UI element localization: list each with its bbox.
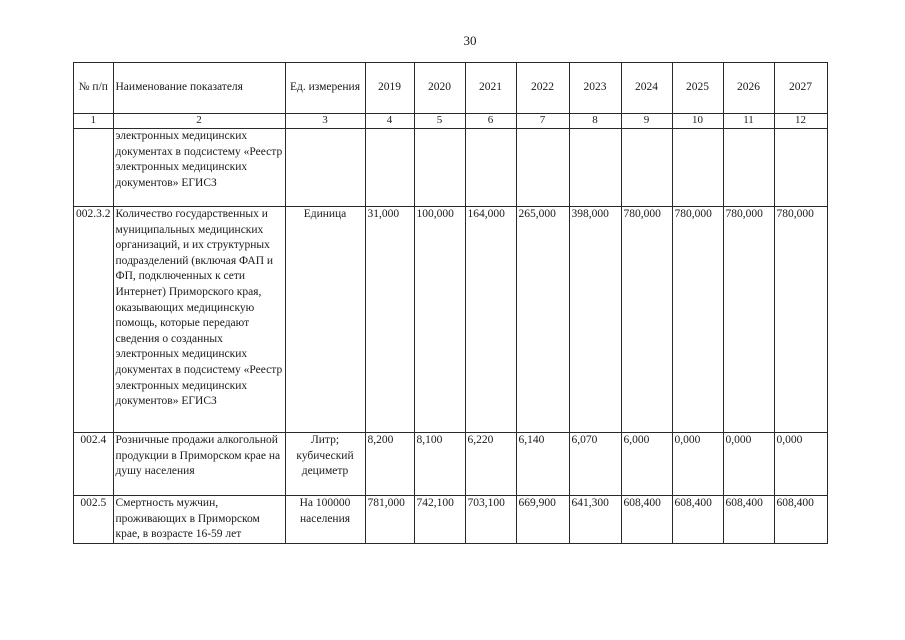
value-cell: 781,000: [365, 496, 414, 544]
value-cell: 780,000: [723, 207, 774, 433]
table-row: [74, 496, 828, 544]
header-cell: 2026: [723, 63, 774, 114]
column-number-row: [74, 114, 828, 129]
column-number-cell: 10: [672, 114, 723, 129]
value-cell: 703,100: [465, 496, 516, 544]
column-number-cell: 9: [621, 114, 672, 129]
value-cell: [621, 129, 672, 207]
value-cell: 8,200: [365, 433, 414, 496]
table-row: [74, 207, 828, 433]
value-cell: [672, 129, 723, 207]
column-number-cell: 12: [774, 114, 827, 129]
table-row-continuation: [74, 129, 828, 207]
row-unit-cell: [285, 129, 365, 207]
page-number: 30: [463, 33, 477, 48]
column-number-cell: 1: [74, 114, 114, 129]
value-cell: 6,220: [465, 433, 516, 496]
value-cell: 780,000: [621, 207, 672, 433]
value-cell: 608,400: [723, 496, 774, 544]
value-cell: 31,000: [365, 207, 414, 433]
table-header-row: [74, 63, 828, 114]
value-cell: 780,000: [774, 207, 827, 433]
header-cell: 2024: [621, 63, 672, 114]
row-name-cell: Количество государственных и муниципальных медицинских организаций, и их структурных подразделений (включая ФАП и ФП, подключенных к сети Интернет) Приморского края, оказывающих медицинскую помощь, которые передают сведения о созданных электронных медицинских документах в подсистему «Реестр электронных медицинских документов» ЕГИСЗ: [113, 207, 285, 433]
row-code-cell: 002.5: [74, 496, 114, 544]
column-number-cell: 6: [465, 114, 516, 129]
header-cell: 2023: [569, 63, 621, 114]
value-cell: [723, 129, 774, 207]
row-code-cell: 002.3.2: [74, 207, 114, 433]
column-number-cell: 4: [365, 114, 414, 129]
value-cell: 742,100: [414, 496, 465, 544]
header-cell: 2027: [774, 63, 827, 114]
column-number-cell: 7: [516, 114, 569, 129]
column-number-cell: 8: [569, 114, 621, 129]
indicators-table: [73, 62, 828, 544]
column-number-cell: 2: [113, 114, 285, 129]
value-cell: 669,900: [516, 496, 569, 544]
value-cell: 164,000: [465, 207, 516, 433]
value-cell: 100,000: [414, 207, 465, 433]
column-number-cell: 5: [414, 114, 465, 129]
header-cell: 2019: [365, 63, 414, 114]
value-cell: 780,000: [672, 207, 723, 433]
value-cell: 608,400: [672, 496, 723, 544]
value-cell: [774, 129, 827, 207]
value-cell: 6,070: [569, 433, 621, 496]
value-cell: 0,000: [723, 433, 774, 496]
row-name-cell: электронных медицинских документах в подсистему «Реестр электронных медицинских документов» ЕГИСЗ: [113, 129, 285, 207]
row-code-cell: [74, 129, 114, 207]
header-cell: № п/п: [74, 63, 114, 114]
value-cell: [365, 129, 414, 207]
value-cell: [414, 129, 465, 207]
table-row: [74, 433, 828, 496]
column-number-cell: 11: [723, 114, 774, 129]
value-cell: 608,400: [621, 496, 672, 544]
value-cell: 0,000: [672, 433, 723, 496]
value-cell: 6,140: [516, 433, 569, 496]
row-name-cell: Смертность мужчин, проживающих в Приморском крае, в возрасте 16-59 лет: [113, 496, 285, 544]
row-code-cell: 002.4: [74, 433, 114, 496]
row-name-cell: Розничные продажи алкогольной продукции в Приморском крае на душу населения: [113, 433, 285, 496]
value-cell: 0,000: [774, 433, 827, 496]
value-cell: 641,300: [569, 496, 621, 544]
header-cell: Наименование показателя: [113, 63, 285, 114]
row-unit-cell: Единица: [285, 207, 365, 433]
value-cell: [465, 129, 516, 207]
value-cell: [516, 129, 569, 207]
header-cell: Ед. измерения: [285, 63, 365, 114]
header-cell: 2021: [465, 63, 516, 114]
value-cell: [569, 129, 621, 207]
row-unit-cell: Литр; кубический дециметр: [285, 433, 365, 496]
value-cell: 8,100: [414, 433, 465, 496]
value-cell: 608,400: [774, 496, 827, 544]
header-cell: 2020: [414, 63, 465, 114]
value-cell: 6,000: [621, 433, 672, 496]
row-unit-cell: На 100000 населения: [285, 496, 365, 544]
value-cell: 265,000: [516, 207, 569, 433]
column-number-cell: 3: [285, 114, 365, 129]
header-cell: 2022: [516, 63, 569, 114]
value-cell: 398,000: [569, 207, 621, 433]
header-cell: 2025: [672, 63, 723, 114]
